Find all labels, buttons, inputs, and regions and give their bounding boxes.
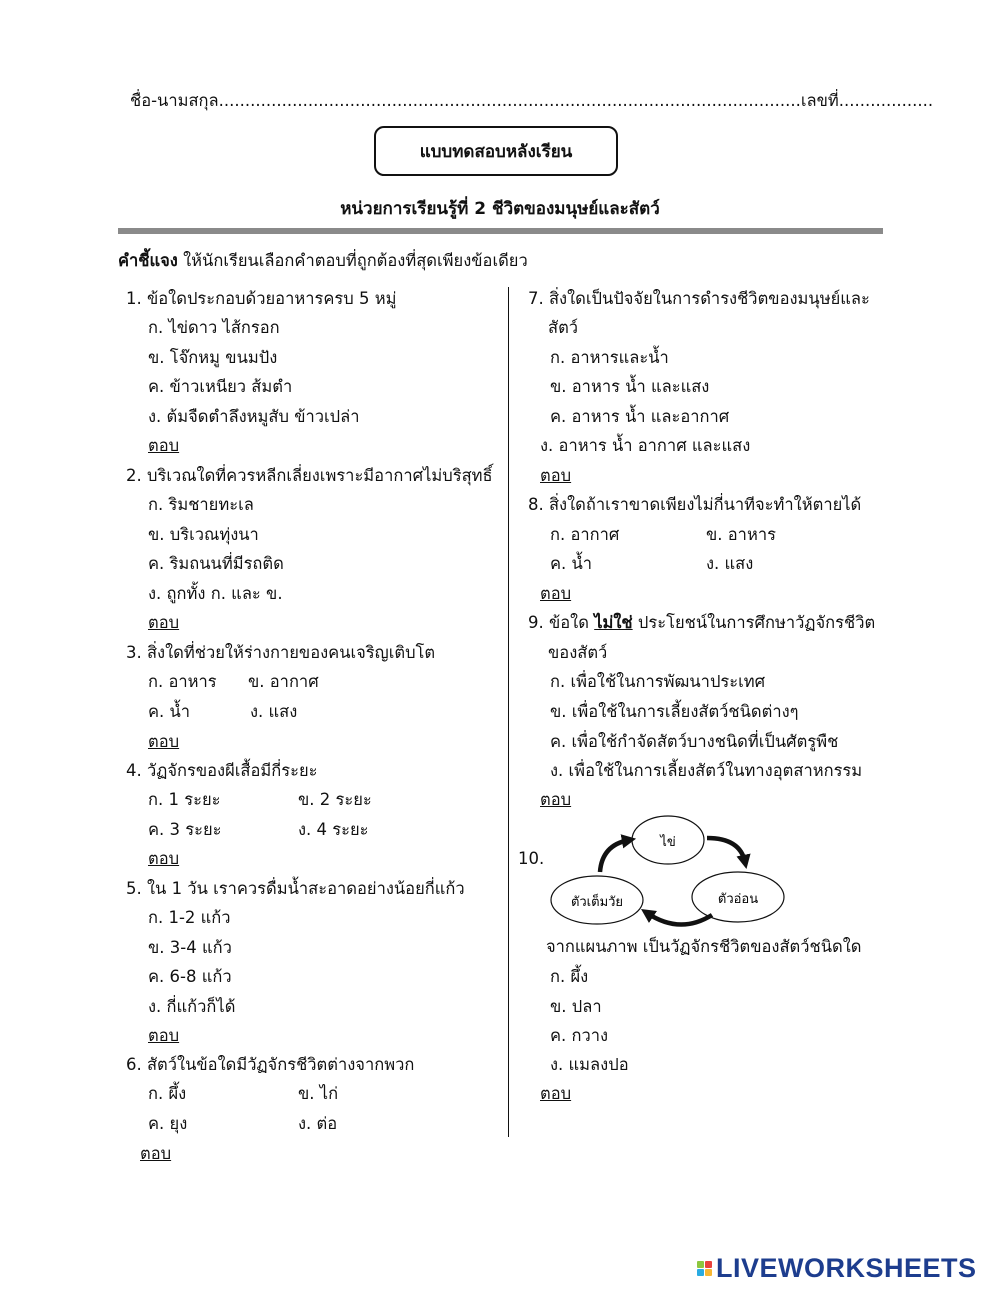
instructions	[118, 250, 528, 272]
q10-answer[interactable]: ตอบ	[540, 1084, 572, 1103]
q5-stem: 5. ใน 1 วัน เราควรดื่มน้ำสะอาดอย่างน้อยกี่แก้ว	[126, 879, 465, 898]
q6-option-b[interactable]: ข. ไก่	[298, 1084, 339, 1103]
q7-option-a[interactable]: ก. อาหารและน้ำ	[550, 348, 669, 367]
q2-option-a[interactable]: ก. ริมชายทะเล	[148, 495, 254, 514]
q5-option-a[interactable]: ก. 1-2 แก้ว	[148, 908, 231, 927]
q10-number: 10.	[518, 849, 545, 868]
arrow-larva-to-adult	[647, 913, 712, 925]
q2-option-d[interactable]: ง. ถูกทั้ง ก. และ ข.	[148, 584, 283, 603]
column-divider	[508, 287, 509, 1137]
q2-option-c[interactable]: ค. ริมถนนที่มีรถติด	[148, 554, 284, 573]
q4-option-d[interactable]: ง. 4 ระยะ	[298, 820, 369, 839]
q3-stem: 3. สิ่งใดที่ช่วยให้ร่างกายของคนเจริญเติบโต	[126, 643, 436, 662]
q4-option-b[interactable]: ข. 2 ระยะ	[298, 790, 372, 809]
test-title-box	[374, 126, 618, 176]
test-title: แบบทดสอบหลังเรียน	[419, 141, 573, 162]
q7-option-d[interactable]: ง. อาหาร น้ำ อากาศ และแสง	[540, 436, 751, 455]
q3-option-b[interactable]: ข. อากาศ	[248, 672, 319, 691]
q10-option-b[interactable]: ข. ปลา	[550, 997, 602, 1016]
q8-option-b[interactable]: ข. อาหาร	[706, 525, 776, 544]
q10-stem: จากแผนภาพ เป็นวัฏจักรชีวิตของสัตว์ชนิดใด	[546, 937, 862, 956]
q6-option-c[interactable]: ค. ยุง	[148, 1114, 188, 1133]
q7-stem-continued: สัตว์	[548, 318, 579, 337]
q9-option-c[interactable]: ค. เพื่อใช้กำจัดสัตว์บางชนิดที่เป็นศัตรูพืช	[550, 732, 839, 751]
q8-option-c[interactable]: ค. น้ำ	[550, 554, 593, 573]
q9-stem-emphasis: ไม่ใช่	[594, 613, 633, 632]
q7-stem: 7. สิ่งใดเป็นปัจจัยในการดำรงชีวิตของมนุษย์และ	[528, 289, 870, 308]
q10-option-c[interactable]: ค. กวาง	[550, 1026, 609, 1045]
q8-stem: 8. สิ่งใดถ้าเราขาดเพียงไม่กี่นาทีจะทำให้ตายได้	[528, 495, 862, 514]
liveworksheets-icon	[697, 1261, 712, 1276]
life-cycle-diagram	[540, 810, 800, 930]
q5-option-b[interactable]: ข. 3-4 แก้ว	[148, 938, 232, 957]
larva-label: ตัวอ่อน	[717, 892, 759, 907]
q3-option-d[interactable]: ง. แสง	[250, 702, 298, 721]
q10-option-a[interactable]: ก. ผึ้ง	[550, 967, 589, 986]
arrow-adult-to-egg	[600, 840, 629, 872]
q7-answer[interactable]: ตอบ	[540, 466, 572, 485]
q9-option-d[interactable]: ง. เพื่อใช้ในการเลี้ยงสัตว์ในทางอุตสาหกรรม	[550, 761, 863, 780]
q9-answer[interactable]: ตอบ	[540, 790, 572, 809]
q7-option-c[interactable]: ค. อาหาร น้ำ และอากาศ	[550, 407, 730, 426]
arrow-egg-to-larva	[707, 838, 745, 862]
q8-option-a[interactable]: ก. อากาศ	[550, 525, 620, 544]
q5-option-d[interactable]: ง. กี่แก้วก็ได้	[148, 997, 236, 1016]
liveworksheets-logo[interactable]	[697, 1252, 977, 1284]
liveworksheets-wordmark: LIVEWORKSHEETS	[716, 1253, 977, 1283]
q6-answer[interactable]: ตอบ	[140, 1144, 172, 1163]
q1-option-b[interactable]: ข. โจ๊กหมู ขนมปัง	[148, 348, 278, 367]
q1-option-d[interactable]: ง. ต้มจืดตำลึงหมูสับ ข้าวเปล่า	[148, 407, 360, 426]
instructions-label: คำชี้แจง	[118, 251, 178, 270]
unit-title: หน่วยการเรียนรู้ที่ 2 ชีวิตของมนุษย์และสัตว์	[340, 199, 660, 219]
name-number-line[interactable]: ชื่อ-นามสกุล...............................................................................................................เลขที่..................	[130, 91, 934, 110]
q1-stem: 1. ข้อใดประกอบด้วยอาหารครบ 5 หมู่	[126, 289, 397, 308]
q8-answer[interactable]: ตอบ	[540, 584, 572, 603]
instructions-text: ให้นักเรียนเลือกคำตอบที่ถูกต้องที่สุดเพียงข้อเดียว	[177, 251, 528, 270]
q1-option-c[interactable]: ค. ข้าวเหนียว ส้มตำ	[148, 377, 293, 396]
q1-option-a[interactable]: ก. ไข่ดาว ไส้กรอก	[148, 318, 280, 337]
q5-option-c[interactable]: ค. 6-8 แก้ว	[148, 967, 232, 986]
q4-option-a[interactable]: ก. 1 ระยะ	[148, 790, 221, 809]
q9-option-b[interactable]: ข. เพื่อใช้ในการเลี้ยงสัตว์ชนิดต่างๆ	[550, 702, 799, 721]
q9-option-a[interactable]: ก. เพื่อใช้ในการพัฒนาประเทศ	[550, 672, 766, 691]
q6-stem: 6. สัตว์ในข้อใดมีวัฏจักรชีวิตต่างจากพวก	[126, 1055, 415, 1074]
q9-stem-prefix: 9. ข้อใด	[528, 613, 595, 632]
q8-option-d[interactable]: ง. แสง	[706, 554, 754, 573]
q6-option-d[interactable]: ง. ต่อ	[298, 1114, 338, 1133]
q4-answer[interactable]: ตอบ	[148, 849, 180, 868]
q10-option-d[interactable]: ง. แมลงปอ	[550, 1055, 629, 1074]
q5-answer[interactable]: ตอบ	[148, 1026, 180, 1045]
q6-option-a[interactable]: ก. ผึ้ง	[148, 1084, 187, 1103]
q2-answer[interactable]: ตอบ	[148, 613, 180, 632]
q9-stem	[528, 612, 875, 634]
q7-option-b[interactable]: ข. อาหาร น้ำ และแสง	[550, 377, 710, 396]
q9-stem-suffix: ประโยชน์ในการศึกษาวัฏจักรชีวิต	[632, 613, 876, 632]
q3-option-a[interactable]: ก. อาหาร	[148, 672, 217, 691]
q2-stem: 2. บริเวณใดที่ควรหลีกเลี่ยงเพราะมีอากาศไม่บริสุทธิ์	[126, 466, 493, 485]
egg-label: ไข่	[660, 835, 676, 850]
q3-answer[interactable]: ตอบ	[148, 732, 180, 751]
q9-stem-continued: ของสัตว์	[548, 643, 608, 662]
q2-option-b[interactable]: ข. บริเวณทุ่งนา	[148, 525, 259, 544]
q4-stem: 4. วัฏจักรของผีเสื้อมีกี่ระยะ	[126, 761, 318, 780]
header-divider	[118, 228, 883, 234]
q3-option-c[interactable]: ค. น้ำ	[148, 702, 191, 721]
adult-label: ตัวเต็มวัย	[570, 895, 624, 910]
q4-option-c[interactable]: ค. 3 ระยะ	[148, 820, 222, 839]
q1-answer[interactable]: ตอบ	[148, 436, 180, 455]
